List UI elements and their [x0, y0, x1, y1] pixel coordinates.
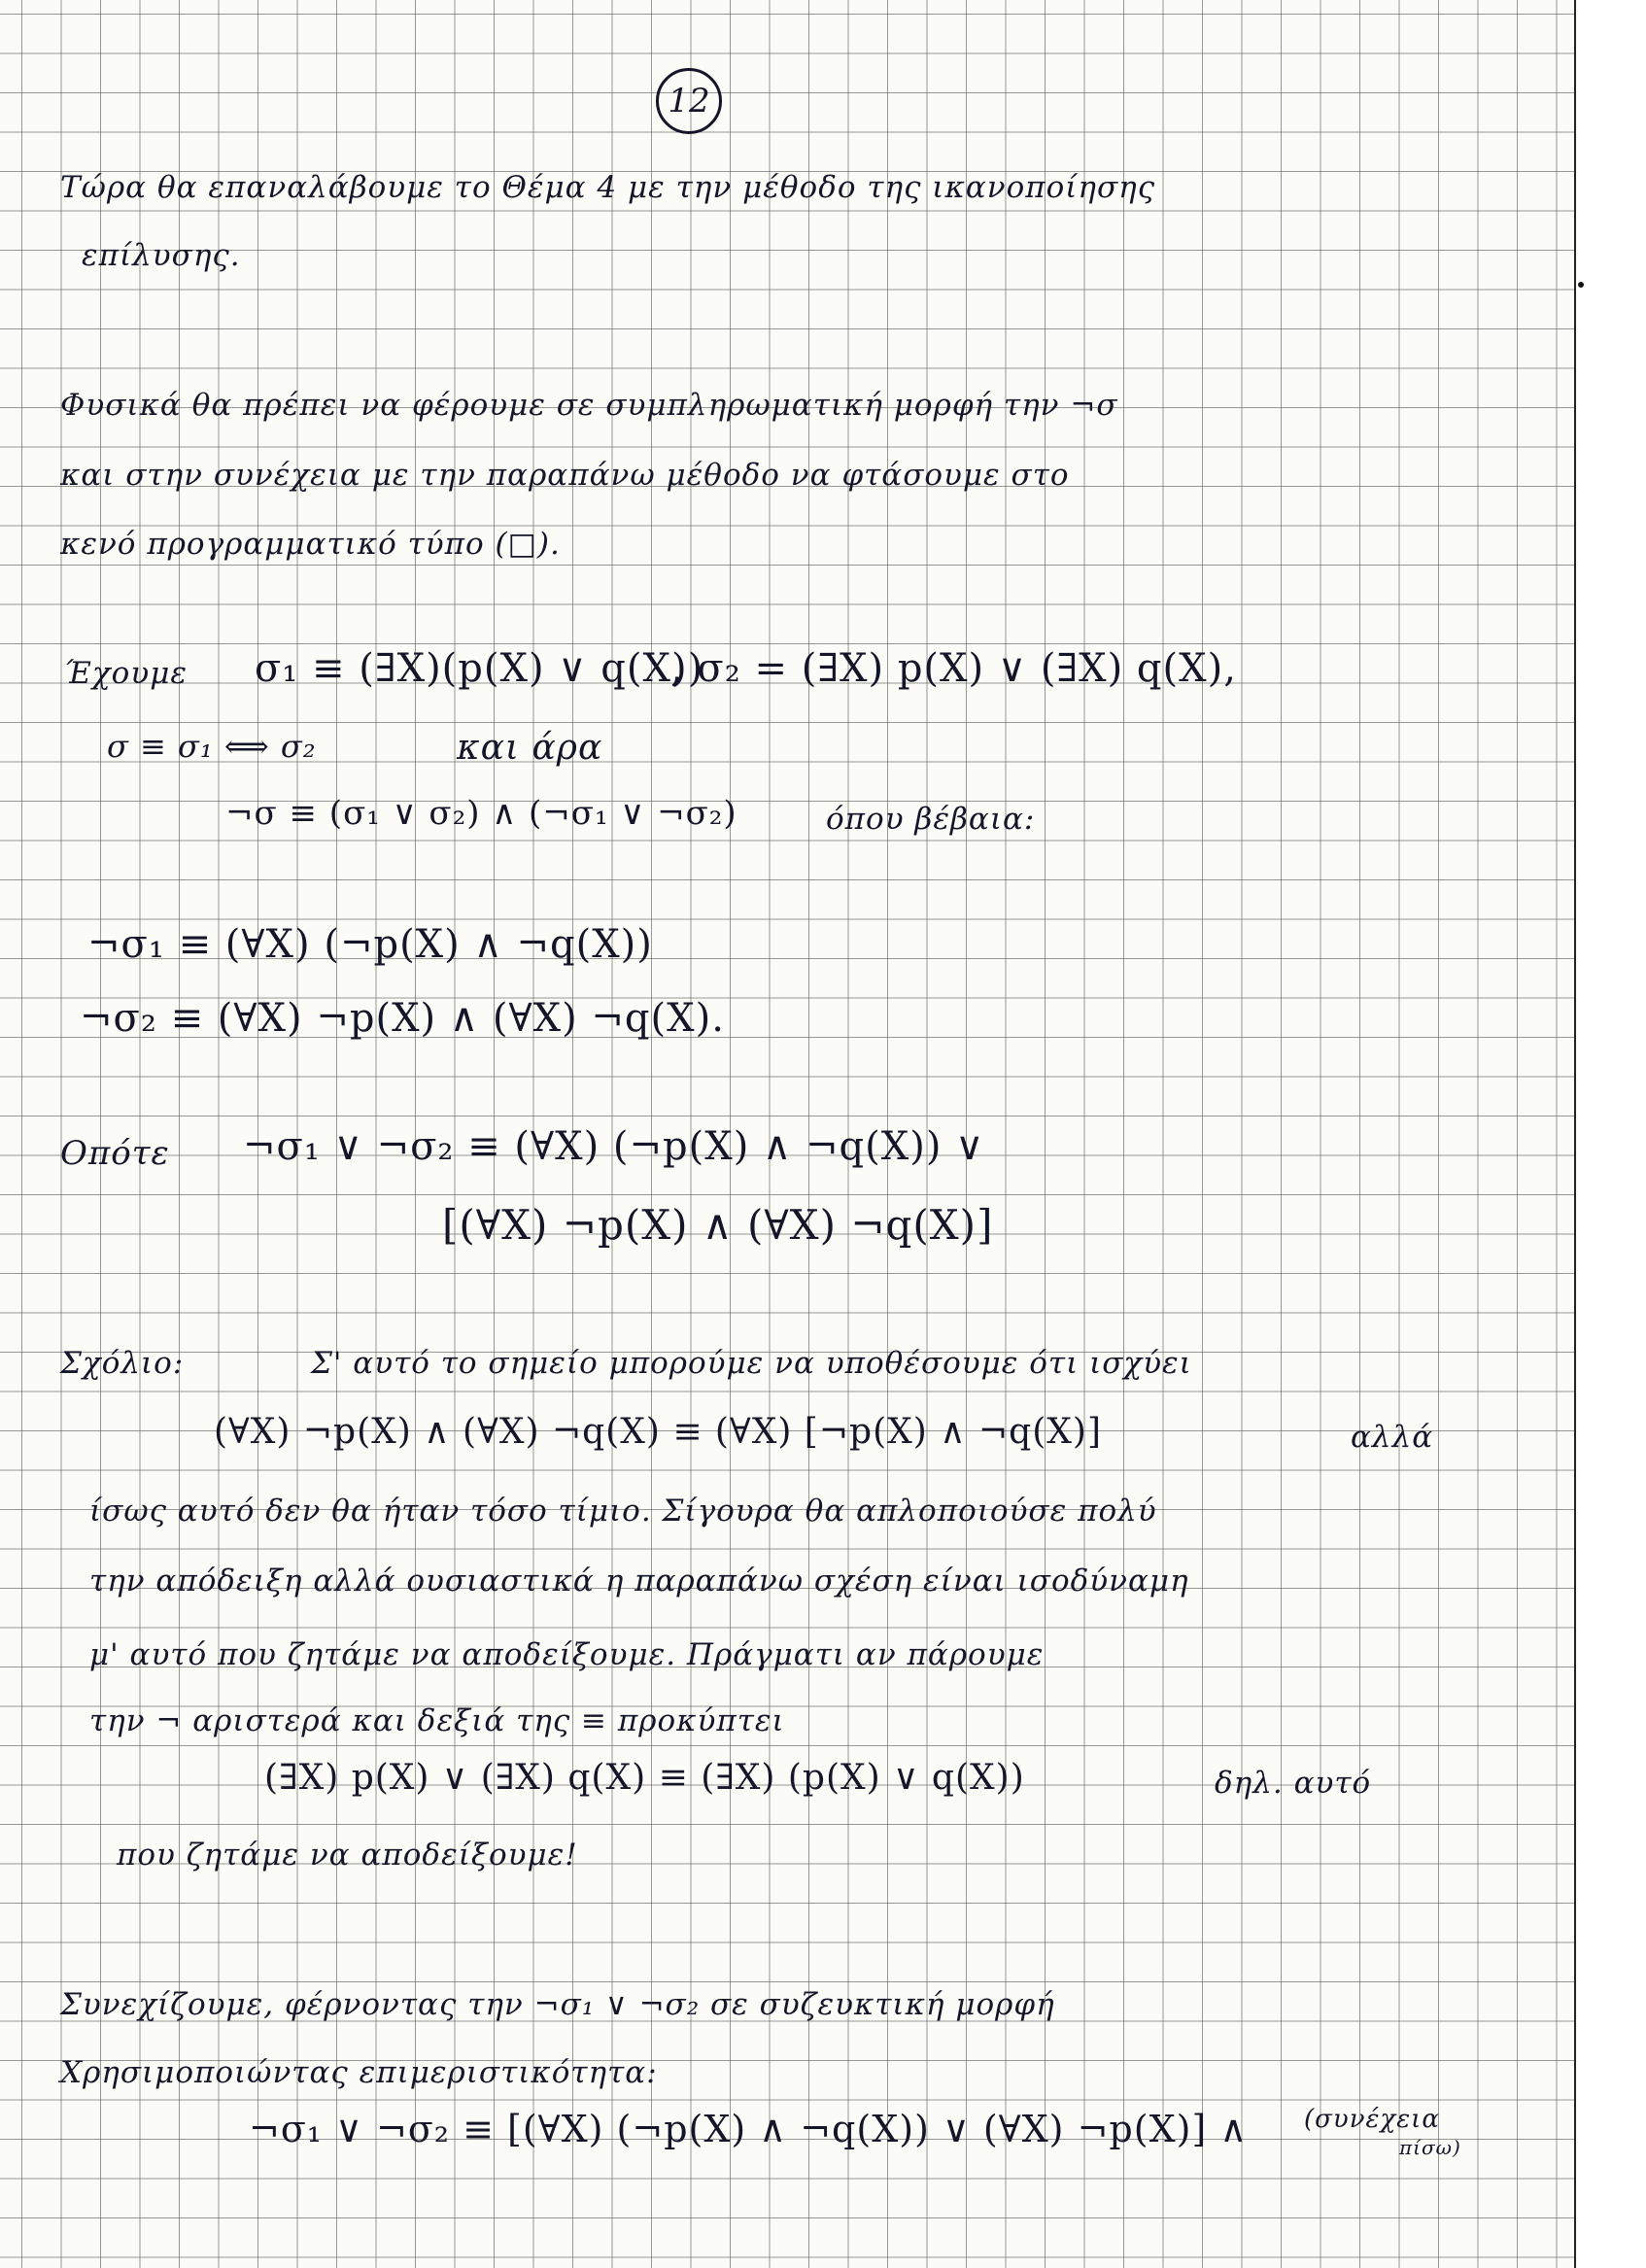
comment-formula-2: (∃X) p(X) ∨ (∃X) q(X) ≡ (∃X) (p(X) ∨ q(X)) — [264, 1758, 1025, 1798]
comment-line-1: Σ' αυτό το σημείο μπορούμε να υποθέσουμε ότι ισχύει — [311, 1346, 1192, 1381]
sigma-equivalence: σ ≡ σ₁ ⟺ σ₂ — [107, 728, 317, 765]
physics-line-1: Φυσικά θα πρέπει να φέρουμε σε συμπληρωματική μορφή την ¬σ — [60, 388, 1118, 423]
physics-line-3: κενό προγραμματικό τύπο (□). — [60, 527, 561, 562]
neg-sigma-formula: ¬σ ≡ (σ₁ ∨ σ₂) ∧ (¬σ₁ ∨ ¬σ₂) — [225, 794, 737, 833]
comment-formula-1: (∀X) ¬p(X) ∧ (∀X) ¬q(X) ≡ (∀X) [¬p(X) ∧ ¬q(X)] — [214, 1412, 1102, 1452]
comment-line-5: μ' αυτό που ζητάμε να αποδείξουμε. Πράγματι αν πάρουμε — [89, 1637, 1045, 1672]
opote-formula-line-2: [(∀X) ¬p(X) ∧ (∀X) ¬q(X)] — [442, 1201, 994, 1249]
exoume-label: Έχουμε — [64, 656, 188, 691]
comment-line-6: την ¬ αριστερά και δεξιά της ≡ προκύπτει — [89, 1703, 785, 1738]
scan-speck — [1578, 282, 1584, 288]
page-number: 12 — [668, 82, 710, 120]
neg-sigma2-formula: ¬σ₂ ≡ (∀X) ¬p(X) ∧ (∀X) ¬q(X). — [80, 996, 725, 1041]
continuation-formula: ¬σ₁ ∨ ¬σ₂ ≡ [(∀X) (¬p(X) ∧ ¬q(X)) ∨ (∀X) ¬p(X)] ∧ — [249, 2108, 1249, 2150]
opote-formula-line-1: ¬σ₁ ∨ ¬σ₂ ≡ (∀X) (¬p(X) ∧ ¬q(X)) ∨ — [243, 1124, 985, 1169]
intro-line-1: Τώρα θα επαναλάβουμε το Θέμα 4 με την μέθοδο της ικανοποίησης — [60, 170, 1156, 205]
intro-line-2: επίλυσης. — [82, 238, 241, 273]
comment-line-8: που ζητάμε να αποδείξουμε! — [117, 1838, 578, 1873]
scanner-margin — [1574, 0, 1646, 2268]
continuation-note-2: πίσω) — [1399, 2136, 1461, 2159]
continuation-note: (συνέχεια — [1304, 2105, 1440, 2134]
physics-line-2: και στην συνέχεια με την παραπάνω μέθοδο να φτάσουμε στο — [60, 458, 1070, 493]
opote-label: Οπότε — [60, 1134, 170, 1173]
continuation-line-2: Χρησιμοποιώντας επιμεριστικότητα: — [60, 2055, 658, 2090]
comment-dhl-text: δηλ. αυτό — [1215, 1766, 1372, 1801]
kai-ara-text: και άρα — [457, 728, 603, 768]
comment-label: Σχόλιο: — [60, 1346, 185, 1381]
sigma2-definition: , σ₂ = (∃X) p(X) ∨ (∃X) q(X), — [670, 646, 1237, 691]
comment-line-4: την απόδειξη αλλά ουσιαστικά η παραπάνω σχέση είναι ισοδύναμη — [89, 1564, 1189, 1598]
continuation-line-1: Συνεχίζουμε, φέρνοντας την ¬σ₁ ∨ ¬σ₂ σε συζευκτική μορφή — [60, 1987, 1055, 2022]
opou-bebaia-text: όπου βέβαια: — [826, 802, 1036, 837]
comment-alla-text: αλλά — [1351, 1420, 1434, 1455]
comment-line-3: ίσως αυτό δεν θα ήταν τόσο τίμιο. Σίγουρα θα απλοποιούσε πολύ — [89, 1494, 1157, 1529]
neg-sigma1-formula: ¬σ₁ ≡ (∀X) (¬p(X) ∧ ¬q(X)) — [87, 922, 653, 967]
page-number-circle — [656, 68, 722, 134]
sigma1-definition: σ₁ ≡ (∃X)(p(X) ∨ q(X)) — [255, 646, 704, 691]
